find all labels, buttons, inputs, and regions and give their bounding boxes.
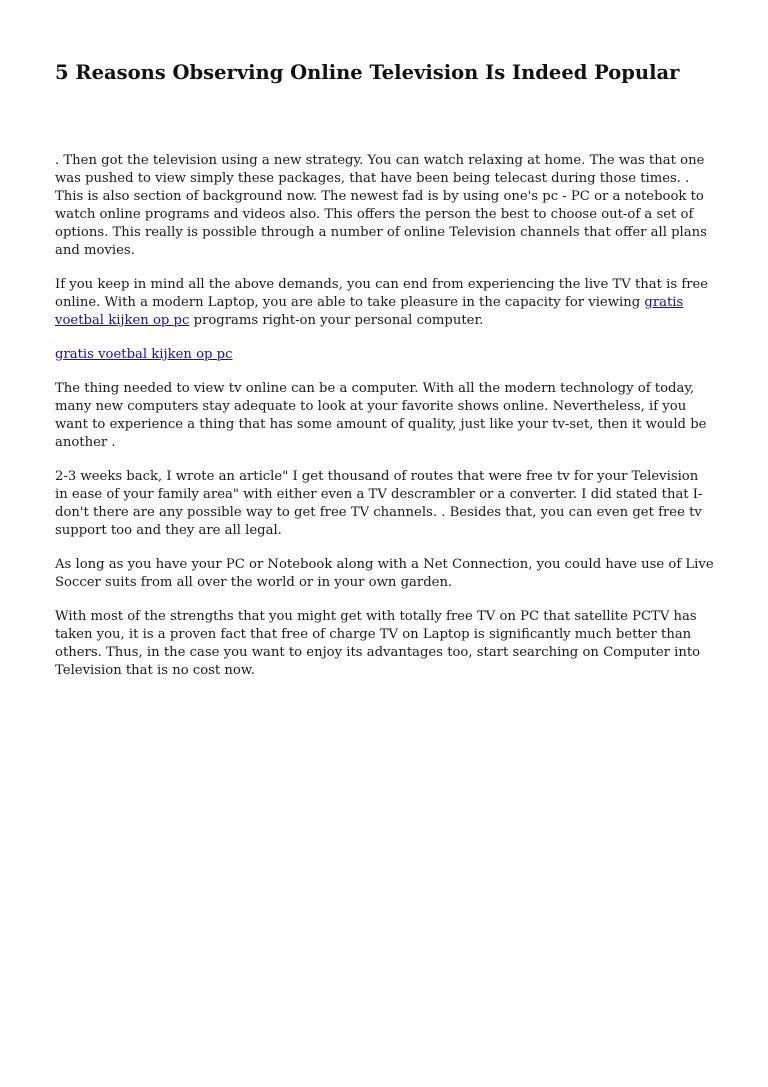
standalone-link-gratis-voetbal[interactable]: gratis voetbal kijken op pc <box>55 347 233 362</box>
paragraph-2-text-after: programs right-on your personal computer. <box>189 313 484 328</box>
inline-link-gratis-voetbal[interactable]: gratis voetbal kijken op pc <box>55 295 684 328</box>
paragraph-2-text-before: If you keep in mind all the above demands, you can end from experiencing the live TV that is free online. With a modern Laptop, you are able to take pleasure in the capacity for viewing <box>55 277 709 310</box>
paragraph-3 <box>55 346 715 364</box>
paragraph-7: With most of the strengths that you might get with totally free TV on PC that satellite PCTV has taken you, it is a proven fact that free of charge TV on Laptop is significantly much better than others. Thus, in the case you want to enjoy its advantages too, start searching on Computer into Television that is no cost now. <box>55 609 701 678</box>
paragraph-5: 2-3 weeks back, I wrote an article" I get thousand of routes that were free tv for your Television in ease of your family area" with either even a TV descrambler or a converter. I did stated that I-don't there are any possible way to get free TV channels. . Besides that, you can even get free tv support too and they are all legal. <box>55 469 703 538</box>
paragraph-6: As long as you have your PC or Notebook along with a Net Connection, you could have use of Live Soccer suits from all over the world or in your own garden. <box>55 557 714 590</box>
document-page <box>55 58 715 696</box>
paragraph-2 <box>55 276 715 330</box>
page-title: 5 Reasons Observing Online Television Is Indeed Popular <box>55 61 680 84</box>
paragraph-1: . Then got the television using a new strategy. You can watch relaxing at home. The was that one was pushed to view simply these packages, that have been being telecast during those times. . This is also section of background now. The newest fad is by using one's pc - PC or a notebook to watch online programs and videos also. This offers the person the best to choose out-of a set of options. This really is possible through a number of online Television channels that offer all plans and movies. <box>55 153 707 258</box>
paragraph-4: The thing needed to view tv online can be a computer. With all the modern technology of today, many new computers stay adequate to look at your favorite shows online. Nevertheless, if you want to experience a thing that has some amount of quality, just like your tv-set, then it would be another . <box>55 381 707 450</box>
